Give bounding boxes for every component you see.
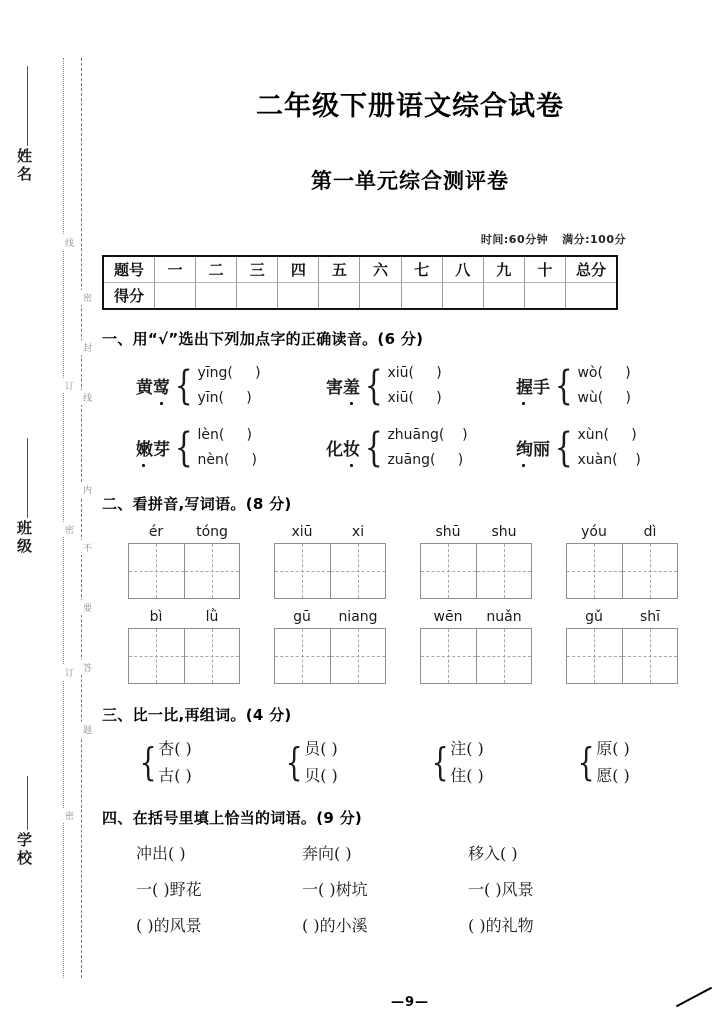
score-col-1: 二 bbox=[196, 256, 237, 283]
brace-icon: { bbox=[364, 425, 383, 471]
score-cell-1[interactable] bbox=[196, 283, 237, 310]
answer-blank[interactable]: ) bbox=[603, 390, 631, 406]
pinyin-choice-1[interactable] bbox=[326, 361, 516, 411]
option-1[interactable] bbox=[577, 386, 631, 411]
tianzige-cell[interactable] bbox=[567, 544, 622, 598]
section-two-row-1 bbox=[102, 609, 724, 684]
answer-blank[interactable]: ) bbox=[413, 390, 442, 406]
seal-char-outer-4: 不 bbox=[74, 540, 90, 555]
tianzige-cell[interactable] bbox=[421, 629, 476, 683]
pinyin-syllable: shī bbox=[639, 609, 661, 625]
word-pair-bottom[interactable]: 贝( ) bbox=[304, 766, 338, 785]
emphasis-dot bbox=[350, 402, 353, 405]
answer-blank[interactable]: ) bbox=[435, 452, 464, 468]
tianzige-cell[interactable] bbox=[184, 544, 239, 598]
word-pair-bottom[interactable]: 古( ) bbox=[158, 766, 192, 785]
option-label: xiū( bbox=[387, 365, 414, 381]
word-pair-top[interactable]: 杏( ) bbox=[158, 739, 192, 758]
pinyin-syllable: xi bbox=[351, 524, 365, 540]
tianzige-cell[interactable] bbox=[476, 544, 531, 598]
pinyin-label-7 bbox=[566, 609, 678, 625]
option-label: yīn( bbox=[197, 390, 224, 406]
pinyin-choice-5[interactable] bbox=[516, 423, 641, 473]
score-cell-7[interactable] bbox=[442, 283, 483, 310]
word-grid-group-3 bbox=[566, 524, 678, 599]
score-table bbox=[102, 255, 618, 310]
word-pair-top[interactable]: 注( ) bbox=[450, 739, 484, 758]
word-grid-group-7 bbox=[566, 609, 678, 684]
pinyin-syllable: yóu bbox=[581, 524, 607, 540]
fill-item[interactable]: 一( )树坑 bbox=[302, 880, 368, 899]
word-pair-group-3[interactable] bbox=[574, 735, 630, 789]
score-col-6: 七 bbox=[401, 256, 442, 283]
tianzige-7[interactable] bbox=[566, 628, 678, 684]
section-four bbox=[96, 789, 724, 936]
option-0[interactable] bbox=[197, 361, 260, 386]
option-0[interactable] bbox=[387, 423, 467, 448]
seal-dashed-line bbox=[81, 58, 82, 978]
score-col-5: 六 bbox=[360, 256, 401, 283]
word-text: 嫩芽 bbox=[136, 439, 170, 460]
tianzige-3[interactable] bbox=[566, 543, 678, 599]
brace-icon: { bbox=[554, 425, 573, 471]
fill-item[interactable]: 冲出( ) bbox=[136, 844, 186, 863]
section-three bbox=[96, 684, 724, 789]
exam-sheet bbox=[96, 0, 724, 1024]
word-pair-top[interactable]: 原( ) bbox=[596, 739, 630, 758]
pinyin-syllable: shu bbox=[491, 524, 517, 540]
tianzige-cell[interactable] bbox=[421, 544, 476, 598]
option-1[interactable] bbox=[197, 448, 257, 473]
score-cell-6[interactable] bbox=[401, 283, 442, 310]
brace-icon: { bbox=[174, 425, 193, 471]
pinyin-choice-2[interactable] bbox=[516, 361, 631, 411]
exam-meta bbox=[96, 195, 724, 247]
tianzige-cell[interactable] bbox=[275, 629, 330, 683]
section-four-heading: 四、在括号里填上恰当的词语。(9 分) bbox=[102, 809, 363, 827]
option-list-0 bbox=[197, 361, 260, 411]
answer-blank[interactable]: ) bbox=[608, 427, 637, 443]
score-col-3: 四 bbox=[278, 256, 319, 283]
tianzige-cell[interactable] bbox=[129, 629, 184, 683]
tianzige-6[interactable] bbox=[420, 628, 532, 684]
word-grid-group-1 bbox=[274, 524, 386, 599]
pinyin-label-5 bbox=[274, 609, 386, 625]
word-pair-2 bbox=[450, 735, 484, 789]
section-one-row-1 bbox=[102, 423, 724, 473]
page-subtitle: 第一单元综合测评卷 bbox=[311, 168, 509, 193]
seal-char-outer-7: 题 bbox=[74, 722, 90, 737]
answer-blank[interactable]: ) bbox=[232, 365, 261, 381]
section-one bbox=[96, 310, 724, 473]
word-pair-group-0[interactable] bbox=[136, 735, 282, 789]
seal-char-outer-0: 密 bbox=[74, 290, 90, 305]
option-label: wù( bbox=[577, 390, 604, 406]
emphasis-dot bbox=[350, 464, 353, 467]
word-grid-group-4 bbox=[128, 609, 240, 684]
fill-item[interactable]: 一( )风景 bbox=[468, 880, 534, 899]
page-number: —9— bbox=[390, 995, 430, 1010]
tianzige-2[interactable] bbox=[420, 543, 532, 599]
seal-char-inner-2: 密 bbox=[56, 522, 72, 537]
score-cell-4[interactable] bbox=[319, 283, 360, 310]
seal-margin bbox=[0, 0, 96, 1024]
option-1[interactable] bbox=[387, 386, 441, 411]
pinyin-choice-word-2 bbox=[516, 373, 550, 400]
pinyin-syllable: niang bbox=[338, 609, 378, 625]
score-col-4: 五 bbox=[319, 256, 360, 283]
option-label: wò( bbox=[577, 365, 603, 381]
pinyin-syllable: lǜ bbox=[205, 609, 219, 625]
section-four-row-2 bbox=[102, 913, 724, 936]
name-rule bbox=[27, 66, 28, 146]
tianzige-5[interactable] bbox=[274, 628, 386, 684]
tianzige-cell[interactable] bbox=[275, 544, 330, 598]
section-one-row-0 bbox=[102, 361, 724, 411]
word-grid-group-6 bbox=[420, 609, 532, 684]
seal-char-outer-1: 封 bbox=[74, 340, 90, 355]
student-class-label: 班级 bbox=[15, 520, 33, 556]
word-text: 握手 bbox=[516, 377, 550, 398]
option-list-4 bbox=[387, 423, 467, 473]
option-label: zuāng( bbox=[387, 452, 436, 468]
score-cell-8[interactable] bbox=[483, 283, 524, 310]
section-one-heading: 一、用“√”选出下列加点字的正确读音。(6 分) bbox=[102, 330, 424, 348]
score-row-label-0: 题号 bbox=[103, 256, 155, 283]
student-name-label: 姓名 bbox=[15, 148, 33, 184]
section-two bbox=[96, 473, 724, 684]
answer-blank[interactable]: ) bbox=[223, 390, 252, 406]
score-table-value-row bbox=[103, 283, 617, 310]
word-pair-top[interactable]: 员( ) bbox=[304, 739, 338, 758]
pinyin-label-4 bbox=[128, 609, 240, 625]
seal-char-outer-5: 要 bbox=[74, 600, 90, 615]
seal-char-inner-0: 线 bbox=[56, 235, 72, 250]
option-label: zhuāng( bbox=[387, 427, 445, 443]
option-0[interactable] bbox=[387, 361, 441, 386]
score-cell-2[interactable] bbox=[237, 283, 278, 310]
option-list-5 bbox=[577, 423, 640, 473]
pinyin-syllable: wēn bbox=[433, 609, 463, 625]
tianzige-cell[interactable] bbox=[330, 629, 385, 683]
pinyin-syllable: xiū bbox=[291, 524, 313, 540]
option-1[interactable] bbox=[387, 448, 467, 473]
score-cell-0[interactable] bbox=[155, 283, 196, 310]
tianzige-cell[interactable] bbox=[476, 629, 531, 683]
tianzige-0[interactable] bbox=[128, 543, 240, 599]
score-cell-9[interactable] bbox=[524, 283, 565, 310]
option-label: xuàn( bbox=[577, 452, 618, 468]
option-0[interactable] bbox=[577, 361, 631, 386]
word-pair-group-2[interactable] bbox=[428, 735, 574, 789]
option-label: xiū( bbox=[387, 390, 414, 406]
score-col-2: 三 bbox=[237, 256, 278, 283]
student-name-field[interactable] bbox=[16, 148, 38, 184]
answer-blank[interactable]: ) bbox=[224, 427, 253, 443]
seal-char-outer-2: 线 bbox=[74, 390, 90, 405]
brace-icon: { bbox=[139, 739, 157, 784]
score-col-7: 八 bbox=[442, 256, 483, 283]
answer-blank[interactable]: ) bbox=[229, 452, 257, 468]
section-two-row-0 bbox=[102, 524, 724, 599]
pinyin-choice-4[interactable] bbox=[326, 423, 516, 473]
score-cell-5[interactable] bbox=[360, 283, 401, 310]
pinyin-syllable: ér bbox=[148, 524, 164, 540]
word-pair-0 bbox=[158, 735, 192, 789]
pinyin-label-1 bbox=[274, 524, 386, 540]
option-label: lèn( bbox=[197, 427, 225, 443]
word-pair-bottom[interactable]: 住( ) bbox=[450, 766, 484, 785]
student-school-label: 学校 bbox=[15, 832, 33, 868]
emphasis-dot bbox=[522, 464, 525, 467]
pinyin-syllable: shū bbox=[435, 524, 461, 540]
score-col-8: 九 bbox=[483, 256, 524, 283]
brace-icon: { bbox=[285, 739, 303, 784]
answer-blank[interactable]: ) bbox=[413, 365, 442, 381]
score-table-header-row bbox=[103, 256, 617, 283]
option-list-1 bbox=[387, 361, 441, 411]
word-text: 化妆 bbox=[326, 439, 360, 460]
pinyin-choice-3[interactable] bbox=[136, 423, 326, 473]
tianzige-cell[interactable] bbox=[184, 629, 239, 683]
option-0[interactable] bbox=[197, 423, 257, 448]
exam-total: 满分:100分 bbox=[562, 233, 626, 246]
word-pair-bottom[interactable]: 愿( ) bbox=[596, 766, 630, 785]
pinyin-choice-0[interactable] bbox=[136, 361, 326, 411]
fill-item[interactable]: 一( )野花 bbox=[136, 880, 202, 899]
pinyin-label-3 bbox=[566, 524, 678, 540]
section-two-heading: 二、看拼音,写词语。(8 分) bbox=[102, 495, 292, 513]
pinyin-choice-word-4 bbox=[326, 435, 360, 462]
tianzige-cell[interactable] bbox=[129, 544, 184, 598]
seal-char-outer-6: 答 bbox=[74, 660, 90, 675]
class-rule bbox=[27, 438, 28, 518]
option-list-3 bbox=[197, 423, 257, 473]
fill-item[interactable]: ( )的礼物 bbox=[468, 916, 534, 935]
exam-time: 时间:60分钟 bbox=[480, 233, 549, 246]
word-grid-group-5 bbox=[274, 609, 386, 684]
student-class-field[interactable] bbox=[16, 520, 38, 556]
word-text: 黄莺 bbox=[136, 377, 170, 398]
score-col-9: 十 bbox=[524, 256, 565, 283]
seal-char-outer-3: 内 bbox=[74, 482, 90, 497]
score-cell-10[interactable] bbox=[566, 283, 618, 310]
emphasis-dot bbox=[522, 402, 525, 405]
fill-item[interactable]: ( )的风景 bbox=[136, 916, 202, 935]
word-pair-3 bbox=[596, 735, 630, 789]
answer-blank[interactable]: ) bbox=[617, 452, 641, 468]
tianzige-4[interactable] bbox=[128, 628, 240, 684]
pinyin-choice-word-0 bbox=[136, 373, 170, 400]
score-col-10: 总分 bbox=[566, 256, 618, 283]
word-pair-group-1[interactable] bbox=[282, 735, 428, 789]
pinyin-syllable: dì bbox=[643, 524, 657, 540]
score-table-wrap bbox=[96, 247, 724, 310]
school-rule bbox=[27, 776, 28, 830]
pinyin-label-0 bbox=[128, 524, 240, 540]
section-three-row bbox=[102, 735, 724, 789]
option-label: yīng( bbox=[197, 365, 233, 381]
tianzige-1[interactable] bbox=[274, 543, 386, 599]
score-col-0: 一 bbox=[155, 256, 196, 283]
tianzige-cell[interactable] bbox=[567, 629, 622, 683]
score-cell-3[interactable] bbox=[278, 283, 319, 310]
emphasis-dot bbox=[142, 464, 145, 467]
option-label: nèn( bbox=[197, 452, 230, 468]
score-row-label-1: 得分 bbox=[103, 283, 155, 310]
pinyin-syllable: nuǎn bbox=[486, 609, 522, 625]
option-0[interactable] bbox=[577, 423, 640, 448]
option-label: xùn( bbox=[577, 427, 609, 443]
pinyin-choice-word-5 bbox=[516, 435, 550, 462]
pinyin-syllable: gū bbox=[293, 609, 311, 625]
tianzige-cell[interactable] bbox=[622, 544, 677, 598]
pinyin-label-2 bbox=[420, 524, 532, 540]
pinyin-label-6 bbox=[420, 609, 532, 625]
tianzige-cell[interactable] bbox=[330, 544, 385, 598]
fill-item[interactable]: 奔向( ) bbox=[302, 844, 352, 863]
seal-char-inner-4: 密 bbox=[56, 808, 72, 823]
brace-icon: { bbox=[431, 739, 449, 784]
answer-blank[interactable]: ) bbox=[444, 427, 468, 443]
pinyin-syllable: gǔ bbox=[585, 609, 603, 625]
word-text: 绚丽 bbox=[516, 439, 550, 460]
emphasis-dot bbox=[160, 402, 163, 405]
fill-item[interactable]: ( )的小溪 bbox=[302, 916, 368, 935]
brace-icon: { bbox=[577, 739, 595, 784]
word-pair-1 bbox=[304, 735, 338, 789]
option-1[interactable] bbox=[197, 386, 260, 411]
student-school-field[interactable] bbox=[16, 832, 38, 868]
seal-char-inner-1: 订 bbox=[56, 378, 72, 393]
section-three-heading: 三、比一比,再组词。(4 分) bbox=[102, 706, 292, 724]
section-four-row-0 bbox=[102, 841, 724, 864]
option-list-2 bbox=[577, 361, 631, 411]
section-four-row-1 bbox=[102, 877, 724, 900]
answer-blank[interactable]: ) bbox=[602, 365, 631, 381]
pinyin-syllable: tóng bbox=[196, 524, 228, 540]
option-1[interactable] bbox=[577, 448, 640, 473]
tianzige-cell[interactable] bbox=[622, 629, 677, 683]
brace-icon: { bbox=[174, 363, 193, 409]
brace-icon: { bbox=[554, 363, 573, 409]
fill-item[interactable]: 移入( ) bbox=[468, 844, 518, 863]
brace-icon: { bbox=[364, 363, 383, 409]
pinyin-syllable: bì bbox=[149, 609, 163, 625]
word-grid-group-2 bbox=[420, 524, 532, 599]
pinyin-choice-word-1 bbox=[326, 373, 360, 400]
word-grid-group-0 bbox=[128, 524, 240, 599]
pinyin-choice-word-3 bbox=[136, 435, 170, 462]
word-text: 害羞 bbox=[326, 377, 360, 398]
page-title: 二年级下册语文综合试卷 bbox=[256, 91, 564, 122]
seal-char-inner-3: 订 bbox=[56, 665, 72, 680]
seal-dotted-line bbox=[63, 58, 64, 978]
